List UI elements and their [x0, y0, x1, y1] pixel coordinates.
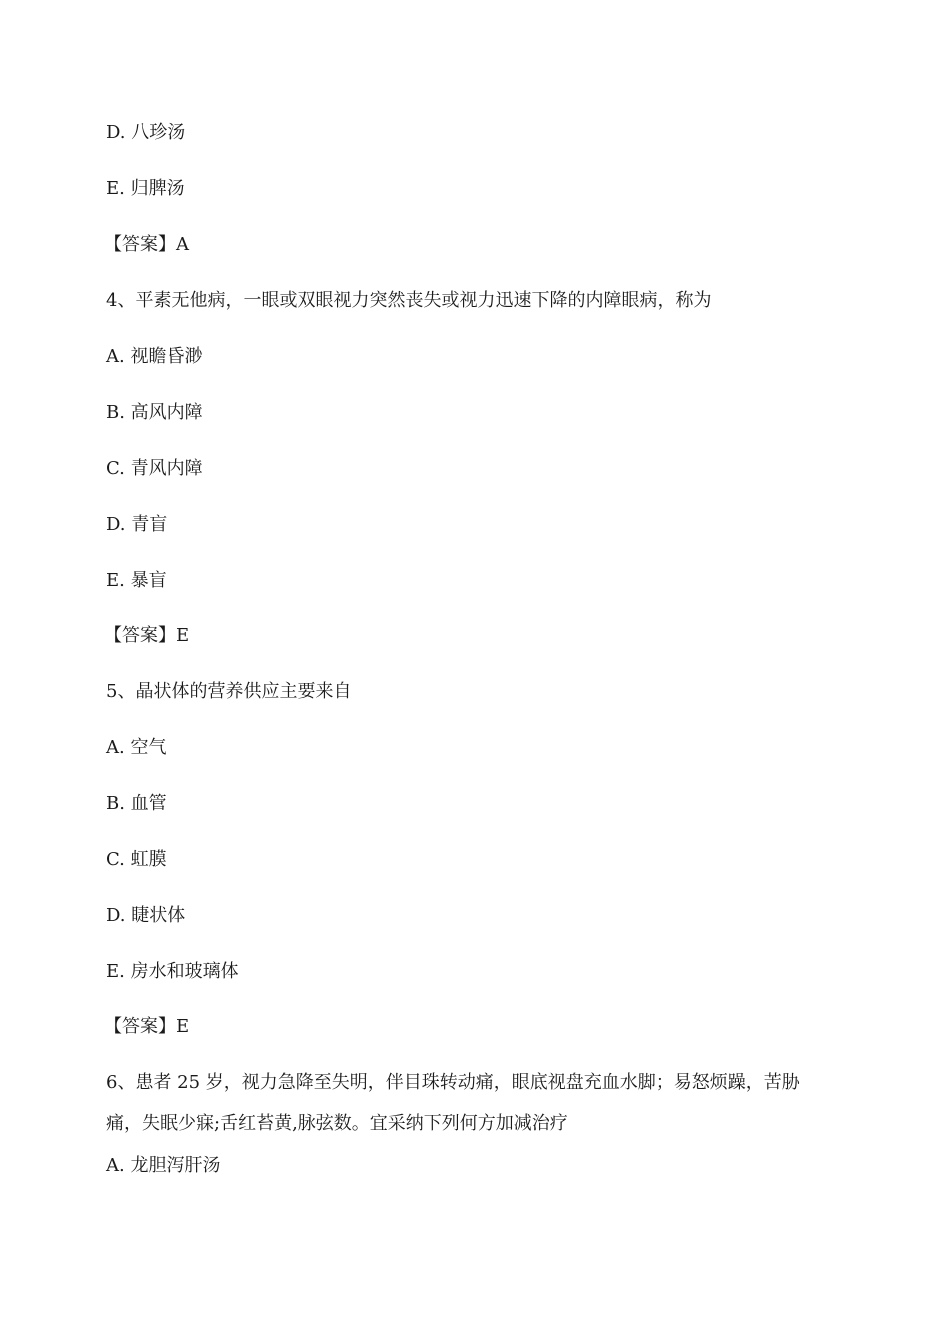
q4-option-c: C. 青风内障 — [106, 458, 203, 479]
question-6-line-1: 6、患者 25 岁，视力急降至失明，伴目珠转动痛，眼底视盘充血水脚；易怒烦躁，苦胁 — [106, 1072, 800, 1093]
question-5: 5、晶状体的营养供应主要来自 — [106, 681, 352, 702]
question-6-line-2: 痛，失眠少寐;舌红苔黄,脉弦数。宜采纳下列何方加减治疗 — [106, 1113, 568, 1134]
q4-answer: 【答案】E — [104, 625, 190, 646]
option-d-prev: D. 八珍汤 — [106, 122, 186, 143]
q6-option-a: A. 龙胆泻肝汤 — [106, 1155, 221, 1176]
q5-option-b: B. 血管 — [106, 793, 167, 814]
answer-prev: 【答案】A — [104, 234, 189, 255]
option-e-prev: E. 归脾汤 — [106, 178, 185, 199]
q5-answer: 【答案】E — [104, 1016, 190, 1037]
q5-option-a: A. 空气 — [106, 737, 167, 758]
q4-option-e: E. 暴盲 — [106, 570, 167, 591]
q4-option-a: A. 视瞻昏渺 — [106, 346, 203, 367]
q5-option-e: E. 房水和玻璃体 — [106, 961, 239, 982]
q4-option-b: B. 高风内障 — [106, 402, 203, 423]
question-4: 4、平素无他病，一眼或双眼视力突然丧失或视力迅速下降的内障眼病，称为 — [106, 290, 712, 311]
q5-option-d: D. 睫状体 — [106, 905, 186, 926]
q5-option-c: C. 虹膜 — [106, 849, 167, 870]
q4-option-d: D. 青盲 — [106, 514, 168, 535]
